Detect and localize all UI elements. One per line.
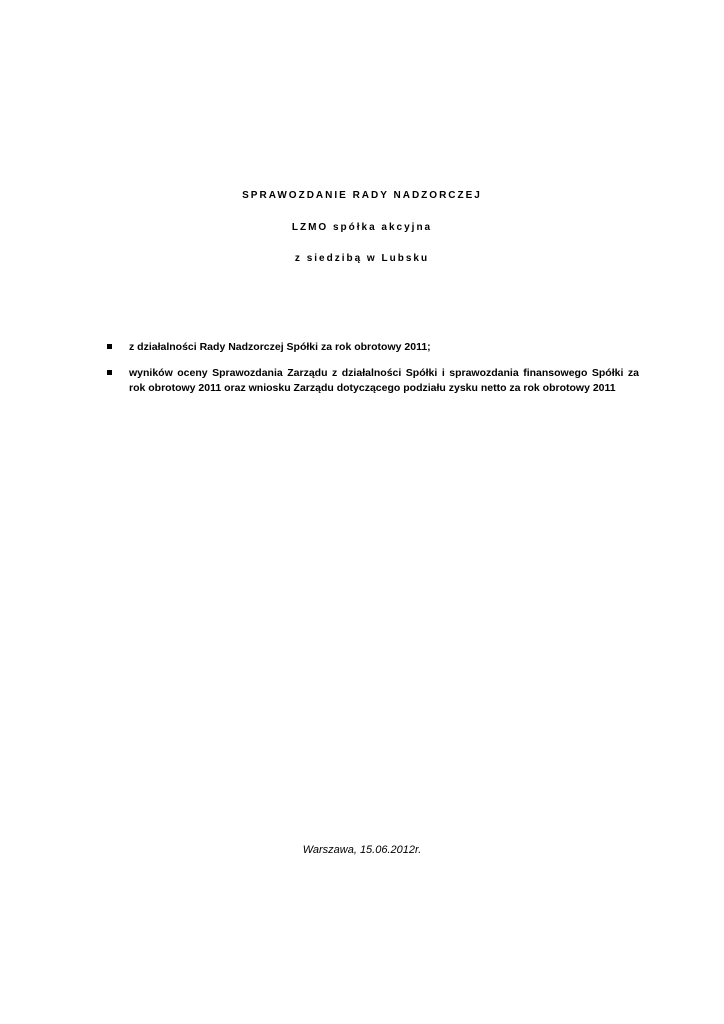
place-and-date: Warszawa, 15.06.2012r. [302,844,422,856]
list-item [107,366,639,396]
list-item [107,340,639,355]
list-item-text: wyników oceny Sprawozdania Zarządu z działalności Spółki i sprawozdania finansowego Spółki za rok obrotowy 2011 oraz wniosku Zarządu dotyczącego podziału zysku netto za rok obrotowy 2011 [129,367,639,394]
list-item-text: z działalności Rady Nadzorczej Spółki za rok obrotowy 2011; [129,341,431,353]
square-bullet-icon [107,344,112,349]
company-seat: z siedzibą w Lubsku [294,253,430,264]
report-scope-list [107,340,639,407]
company-name: LZMO spółka akcyjna [291,222,433,233]
document-title: SPRAWOZDANIE RADY NADZORCZEJ [242,190,482,201]
square-bullet-icon [107,370,112,375]
